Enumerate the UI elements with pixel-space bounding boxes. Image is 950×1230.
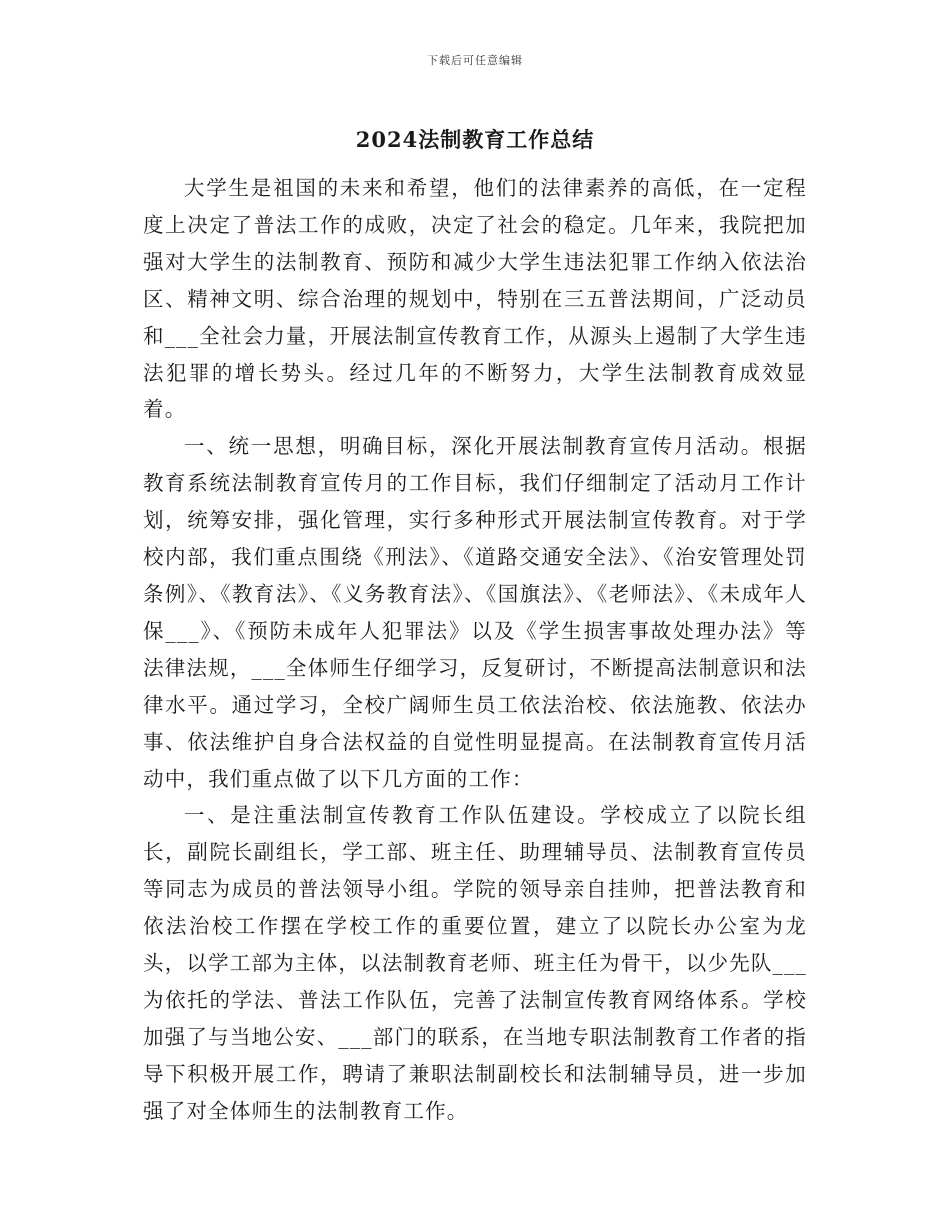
paragraph-intro: 大学生是祖国的未来和希望，他们的法律素养的高低，在一定程度上决定了普法工作的成败，决定了社会的稳定。几年来，我院把加强对大学生的法制教育、预防和减少大学生违法犯罪工作纳入依法治区、精神文明、综合治理的规划中，特别在三五普法期间，广泛动员和___全社会力量，开展法制宣传教育工作，从源头上遏制了大学生违法犯罪的增长势头。经过几年的不断努力，大学生法制教育成效显着。 — [143, 176, 807, 422]
document-title: 2024法制教育工作总结 — [355, 127, 595, 152]
document-body — [143, 170, 807, 1130]
paragraph-section-one: 一、统一思想，明确目标，深化开展法制教育宣传月活动。根据教育系统法制教育宣传月的工作目标，我们仔细制定了活动月工作计划，统筹安排，强化管理，实行多种形式开展法制宣传教育。对于学校内部，我们重点围绕《刑法》、《道路交通安全法》、《治安管理处罚条例》、《教育法》、《义务教育法》、《国旗法》、《老师法》、《未成年人保___》、《预防未成年人犯罪法》以及《学生损害事故处理办法》等法律法规，___全体师生仔细学习，反复研讨，不断提高法制意识和法律水平。通过学习，全校广阔师生员工依法治校、依法施教、依法办事、依法维护自身合法权益的自觉性明显提高。在法制教育宣传月活动中，我们重点做了以下几方面的工作： — [143, 434, 807, 791]
page-header-note: 下载后可任意编辑 — [427, 54, 523, 67]
paragraph-team-building: 一、是注重法制宣传教育工作队伍建设。学校成立了以院长组长，副院长副组长，学工部、班主任、助理辅导员、法制教育宣传员等同志为成员的普法领导小组。学院的领导亲自挂帅，把普法教育和依法治校工作摆在学校工作的重要位置，建立了以院长办公室为龙头，以学工部为主体，以法制教育老师、班主任为骨干，以少先队___为依托的学法、普法工作队伍，完善了法制宣传教育网络体系。学校加强了与当地公安、___部门的联系，在当地专职法制教育工作者的指导下积极开展工作，聘请了兼职法制副校长和法制辅导员，进一步加强了对全体师生的法制教育工作。 — [143, 803, 807, 1123]
